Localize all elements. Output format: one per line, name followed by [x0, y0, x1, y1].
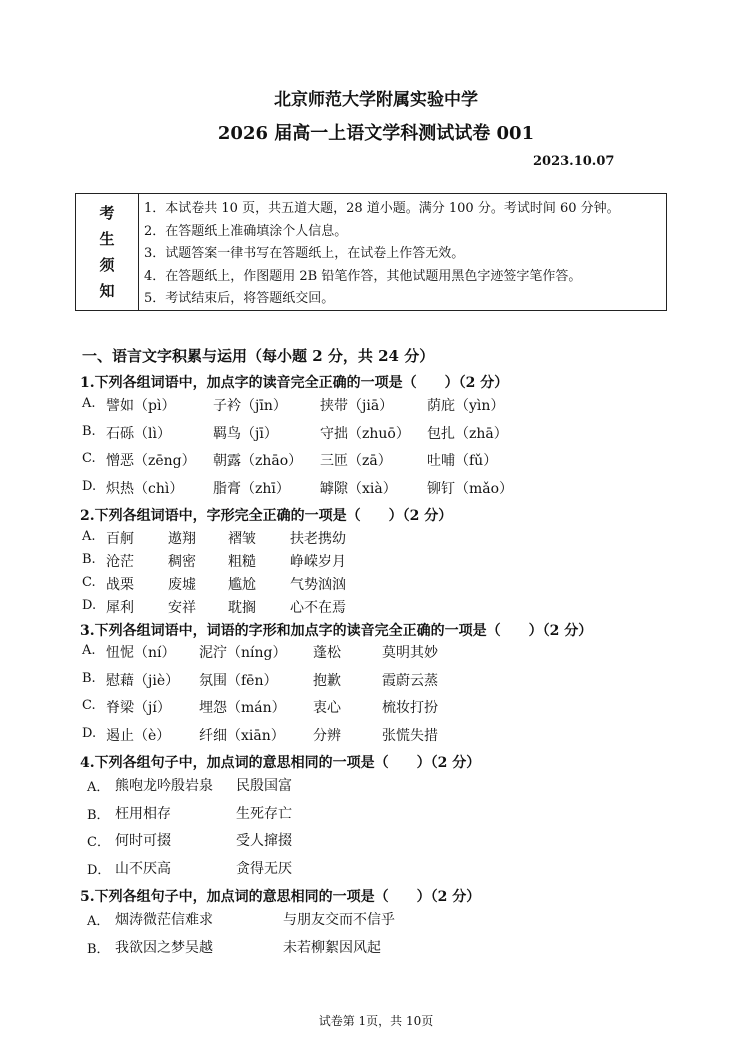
option-cell: 何时可掇	[115, 833, 171, 849]
option-cell: 埋怨（mán）	[199, 700, 286, 716]
option-cell: 纤细（xiān）	[199, 728, 285, 744]
notice-item: 1．本试卷共 10 页，共五道大题，28 道小题。满分 100 分。考试时间 60 分钟。	[144, 201, 620, 216]
option-cell: 守拙（zhuō）	[320, 426, 410, 442]
exam-notice-box	[75, 193, 667, 311]
option-cell: 遨翔	[168, 531, 196, 547]
option-letter: A．	[87, 780, 110, 795]
option-cell: 百舸	[106, 531, 134, 547]
option-cell: 生死存亡	[236, 806, 292, 822]
option-letter: D.	[82, 479, 97, 494]
notice-label-char: 知	[99, 282, 115, 300]
option-cell: 犀利	[106, 600, 134, 616]
notice-label-char: 生	[99, 230, 115, 248]
option-cell: 罅隙（xià）	[320, 481, 397, 497]
option-cell: 废墟	[168, 577, 196, 593]
option-cell: 熊咆龙吟殷岩泉	[115, 778, 213, 794]
option-letter: A.	[82, 643, 96, 658]
option-cell: 羁鸟（jī）	[213, 426, 278, 442]
option-letter: D．	[87, 863, 111, 878]
option-cell: 脂膏（zhī）	[213, 481, 290, 497]
option-cell: 抱歉	[313, 673, 341, 689]
page-footer: 试卷第 1页，共 10页	[318, 1014, 434, 1028]
option-cell: 战栗	[106, 577, 134, 593]
option-cell: 气势汹汹	[290, 577, 346, 593]
option-cell: 尴尬	[228, 577, 256, 593]
option-cell: 包扎（zhā）	[427, 426, 508, 442]
option-cell: 扶老携幼	[290, 531, 346, 547]
section-title: 一、语言文字积累与运用（每小题 2 分，共 24 分）	[82, 347, 435, 365]
option-cell: 衷心	[313, 700, 341, 716]
notice-label-char: 考	[99, 204, 115, 222]
option-cell: 粗糙	[228, 554, 256, 570]
option-cell: 民殷国富	[236, 778, 292, 794]
option-cell: 朝露（zhāo）	[213, 453, 303, 469]
option-letter: B.	[82, 424, 96, 439]
option-letter: A．	[87, 914, 110, 929]
option-cell: 霞蔚云蒸	[382, 673, 438, 689]
option-cell: 受人撺掇	[236, 833, 292, 849]
option-letter: C.	[82, 451, 96, 466]
question-stem: 4.下列各组句子中，加点词的意思相同的一项是（ ）（2 分）	[80, 755, 481, 771]
option-cell: 贪得无厌	[236, 861, 292, 877]
option-cell: 譬如（pì）	[106, 398, 176, 414]
option-cell: 未若柳絮因风起	[283, 940, 381, 956]
option-letter: A.	[82, 396, 96, 411]
option-cell: 枉用相存	[115, 806, 171, 822]
option-cell: 石砾（lì）	[106, 426, 171, 442]
notice-label	[76, 194, 139, 310]
question-stem: 5.下列各组句子中，加点词的意思相同的一项是（ ）（2 分）	[80, 889, 481, 905]
option-letter: D.	[82, 726, 97, 741]
option-cell: 挟带（jiā）	[320, 398, 394, 414]
option-letter: C.	[82, 698, 96, 713]
option-letter: B．	[87, 808, 110, 823]
option-cell: 梳妆打扮	[382, 700, 438, 716]
option-letter: A.	[82, 529, 96, 544]
option-cell: 子衿（jīn）	[213, 398, 287, 414]
option-cell: 莫明其妙	[382, 645, 438, 661]
school-name: 北京师范大学附属实验中学	[274, 90, 478, 110]
option-cell: 张慌失措	[382, 728, 438, 744]
option-cell: 荫庇（yìn）	[427, 398, 505, 414]
option-cell: 脊梁（jí）	[106, 700, 171, 716]
option-cell: 泥泞（níng）	[199, 645, 287, 661]
option-letter: D.	[82, 598, 97, 613]
option-cell: 稠密	[168, 554, 196, 570]
option-cell: 沧茫	[106, 554, 134, 570]
option-cell: 烟涛微茫信难求	[115, 912, 213, 928]
option-letter: B.	[82, 671, 96, 686]
option-cell: 憎恶（zēng）	[106, 453, 196, 469]
option-cell: 忸怩（ní）	[106, 645, 176, 661]
notice-item: 2．在答题纸上准确填涂个人信息。	[144, 223, 348, 239]
question-stem: 1.下列各组词语中，加点字的读音完全正确的一项是（ ）（2 分）	[80, 375, 509, 391]
option-cell: 分辨	[313, 728, 341, 744]
notice-item: 3．试题答案一律书写在答题纸上，在试卷上作答无效。	[144, 246, 465, 261]
exam-date: 2023.10.07	[533, 154, 615, 169]
option-cell: 遏止（è）	[106, 728, 171, 744]
question-stem: 2.下列各组词语中，字形完全正确的一项是（ ）（2 分）	[80, 508, 453, 524]
exam-title: 2026 届高一上语文学科测试试卷 001	[217, 123, 535, 144]
option-cell: 我欲因之梦吴越	[115, 940, 213, 956]
notice-item: 4．在答题纸上，作图题用 2B 铅笔作答，其他试题用黑色字迹签字笔作答。	[144, 268, 582, 284]
option-cell: 铆钉（mǎo）	[427, 481, 514, 497]
option-cell: 峥嵘岁月	[290, 554, 346, 570]
notice-items	[139, 194, 666, 310]
option-letter: C．	[87, 835, 110, 850]
option-letter: B.	[82, 552, 96, 567]
notice-label-char: 须	[99, 256, 115, 274]
option-cell: 炽热（chì）	[106, 481, 184, 497]
option-cell: 山不厌高	[115, 861, 171, 877]
option-cell: 蓬松	[313, 645, 341, 661]
option-cell: 耽搁	[228, 600, 256, 616]
question-stem: 3.下列各组词语中，词语的字形和加点字的读音完全正确的一项是（ ）（2 分）	[80, 623, 593, 639]
option-cell: 三匝（zā）	[320, 453, 392, 469]
option-cell: 心不在焉	[290, 600, 346, 616]
notice-item: 5．考试结束后，将答题纸交回。	[144, 291, 335, 306]
option-cell: 慰藉（jiè）	[106, 673, 180, 689]
option-cell: 褶皱	[228, 531, 256, 547]
option-cell: 与朋友交而不信乎	[283, 912, 395, 928]
option-cell: 氛围（fēn）	[199, 673, 278, 689]
option-cell: 吐哺（fǔ）	[427, 453, 498, 469]
option-letter: B．	[87, 942, 110, 957]
option-letter: C.	[82, 575, 96, 590]
option-cell: 安祥	[168, 600, 196, 616]
